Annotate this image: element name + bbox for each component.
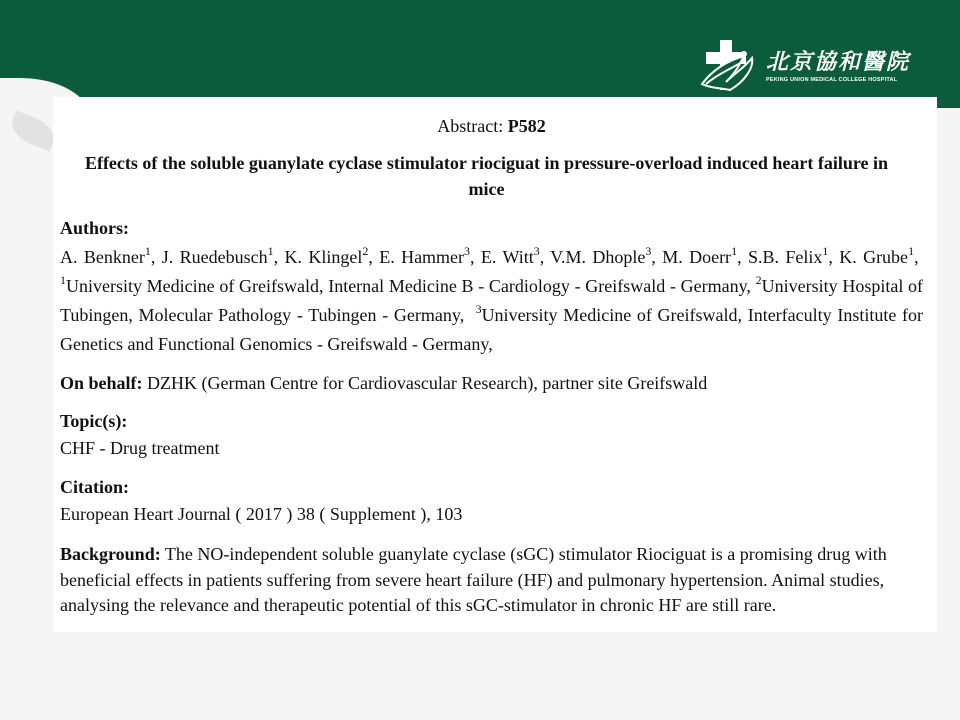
affiliation: $^3$University Medicine of Greifswald, Interfaculty Institute for Genetics and Functional Genomics - Greifswald - Germany, bbox=[60, 302, 923, 354]
author: K. Grube$^1$ bbox=[839, 244, 915, 267]
authors-section bbox=[60, 214, 923, 359]
topics-section bbox=[60, 408, 923, 462]
topics-text: CHF - Drug treatment bbox=[60, 438, 220, 458]
on-behalf-section bbox=[60, 369, 923, 398]
background-text: The NO-independent soluble guanylate cyclase (sGC) stimulator Riociguat is a promising drug with beneficial effects in patients suffering from severe heart failure (HF) and pulmonary hypertension. Animal studies, analysing the relevance and therapeutic potential of this sGC-stimulator in chronic HF are still rare. bbox=[60, 544, 887, 615]
background-section bbox=[60, 542, 923, 619]
author: K. Klingel$^2$ bbox=[284, 244, 369, 267]
on-behalf-text: DZHK (German Centre for Cardiovascular Research), partner site Greifswald bbox=[142, 373, 708, 393]
author: S.B. Felix$^1$ bbox=[747, 244, 829, 267]
hospital-cross-swallow-icon bbox=[700, 38, 758, 94]
affiliation: $^2$University Hospital of Tubingen, Molecular Pathology - Tubingen - Germany, bbox=[60, 273, 924, 325]
author: A. Benkner$^1$ bbox=[60, 244, 151, 267]
hospital-logo bbox=[700, 36, 930, 96]
citation-section bbox=[60, 474, 923, 528]
citation-label: Citation: bbox=[60, 477, 129, 497]
authors-body: A. Benkner$^1$, J. Ruedebusch$^1$, K. Klingel$^2$, E. Hammer$^3$, E. Witt$^3$, V.M. Dhople$^3$, M. Doerr$^1$, S.B. Felix$^1$, K. Grube$^1$, $^1$University Medicine of Greifswald, Internal Medicine B - Cardiology - Greifswald - Germany, $^2$University Hospital of Tubingen, Molecular Pathology - Tubingen - Germany, $^3$University Medicine of Greifswald, Interfaculty Institute for Genetics and Functional Genomics - Greifswald - Germany, bbox=[60, 244, 924, 354]
abstract-title: Effects of the soluble guanylate cyclase stimulator riociguat in pressure-overload induced heart failure in mice bbox=[84, 153, 889, 199]
abstract-card bbox=[53, 97, 937, 632]
abstract-id-label: Abstract: bbox=[437, 116, 508, 136]
right-margin bbox=[937, 108, 960, 720]
abstract-id bbox=[60, 115, 923, 137]
author: M. Doerr$^1$ bbox=[662, 244, 738, 267]
abstract-id-value: P582 bbox=[507, 116, 546, 136]
author: E. Witt$^3$ bbox=[480, 244, 540, 267]
logo-chinese-name: 北京協和醫院 bbox=[766, 49, 911, 75]
logo-english-name: PEKING UNION MEDICAL COLLEGE HOSPITAL bbox=[766, 77, 898, 83]
author: V.M. Dhople$^3$ bbox=[550, 244, 652, 267]
citation-text: European Heart Journal ( 2017 ) 38 ( Supplement ), 103 bbox=[60, 504, 463, 524]
topics-label: Topic(s): bbox=[60, 411, 128, 431]
affiliation: $^1$University Medicine of Greifswald, Internal Medicine B - Cardiology - Greifswald - Germany, bbox=[60, 273, 751, 296]
authors-label: Authors: bbox=[60, 218, 130, 238]
background-label: Background: bbox=[60, 544, 161, 564]
author: J. Ruedebusch$^1$ bbox=[161, 244, 274, 267]
on-behalf-label: On behalf: bbox=[60, 373, 143, 393]
author: E. Hammer$^3$ bbox=[379, 244, 471, 267]
